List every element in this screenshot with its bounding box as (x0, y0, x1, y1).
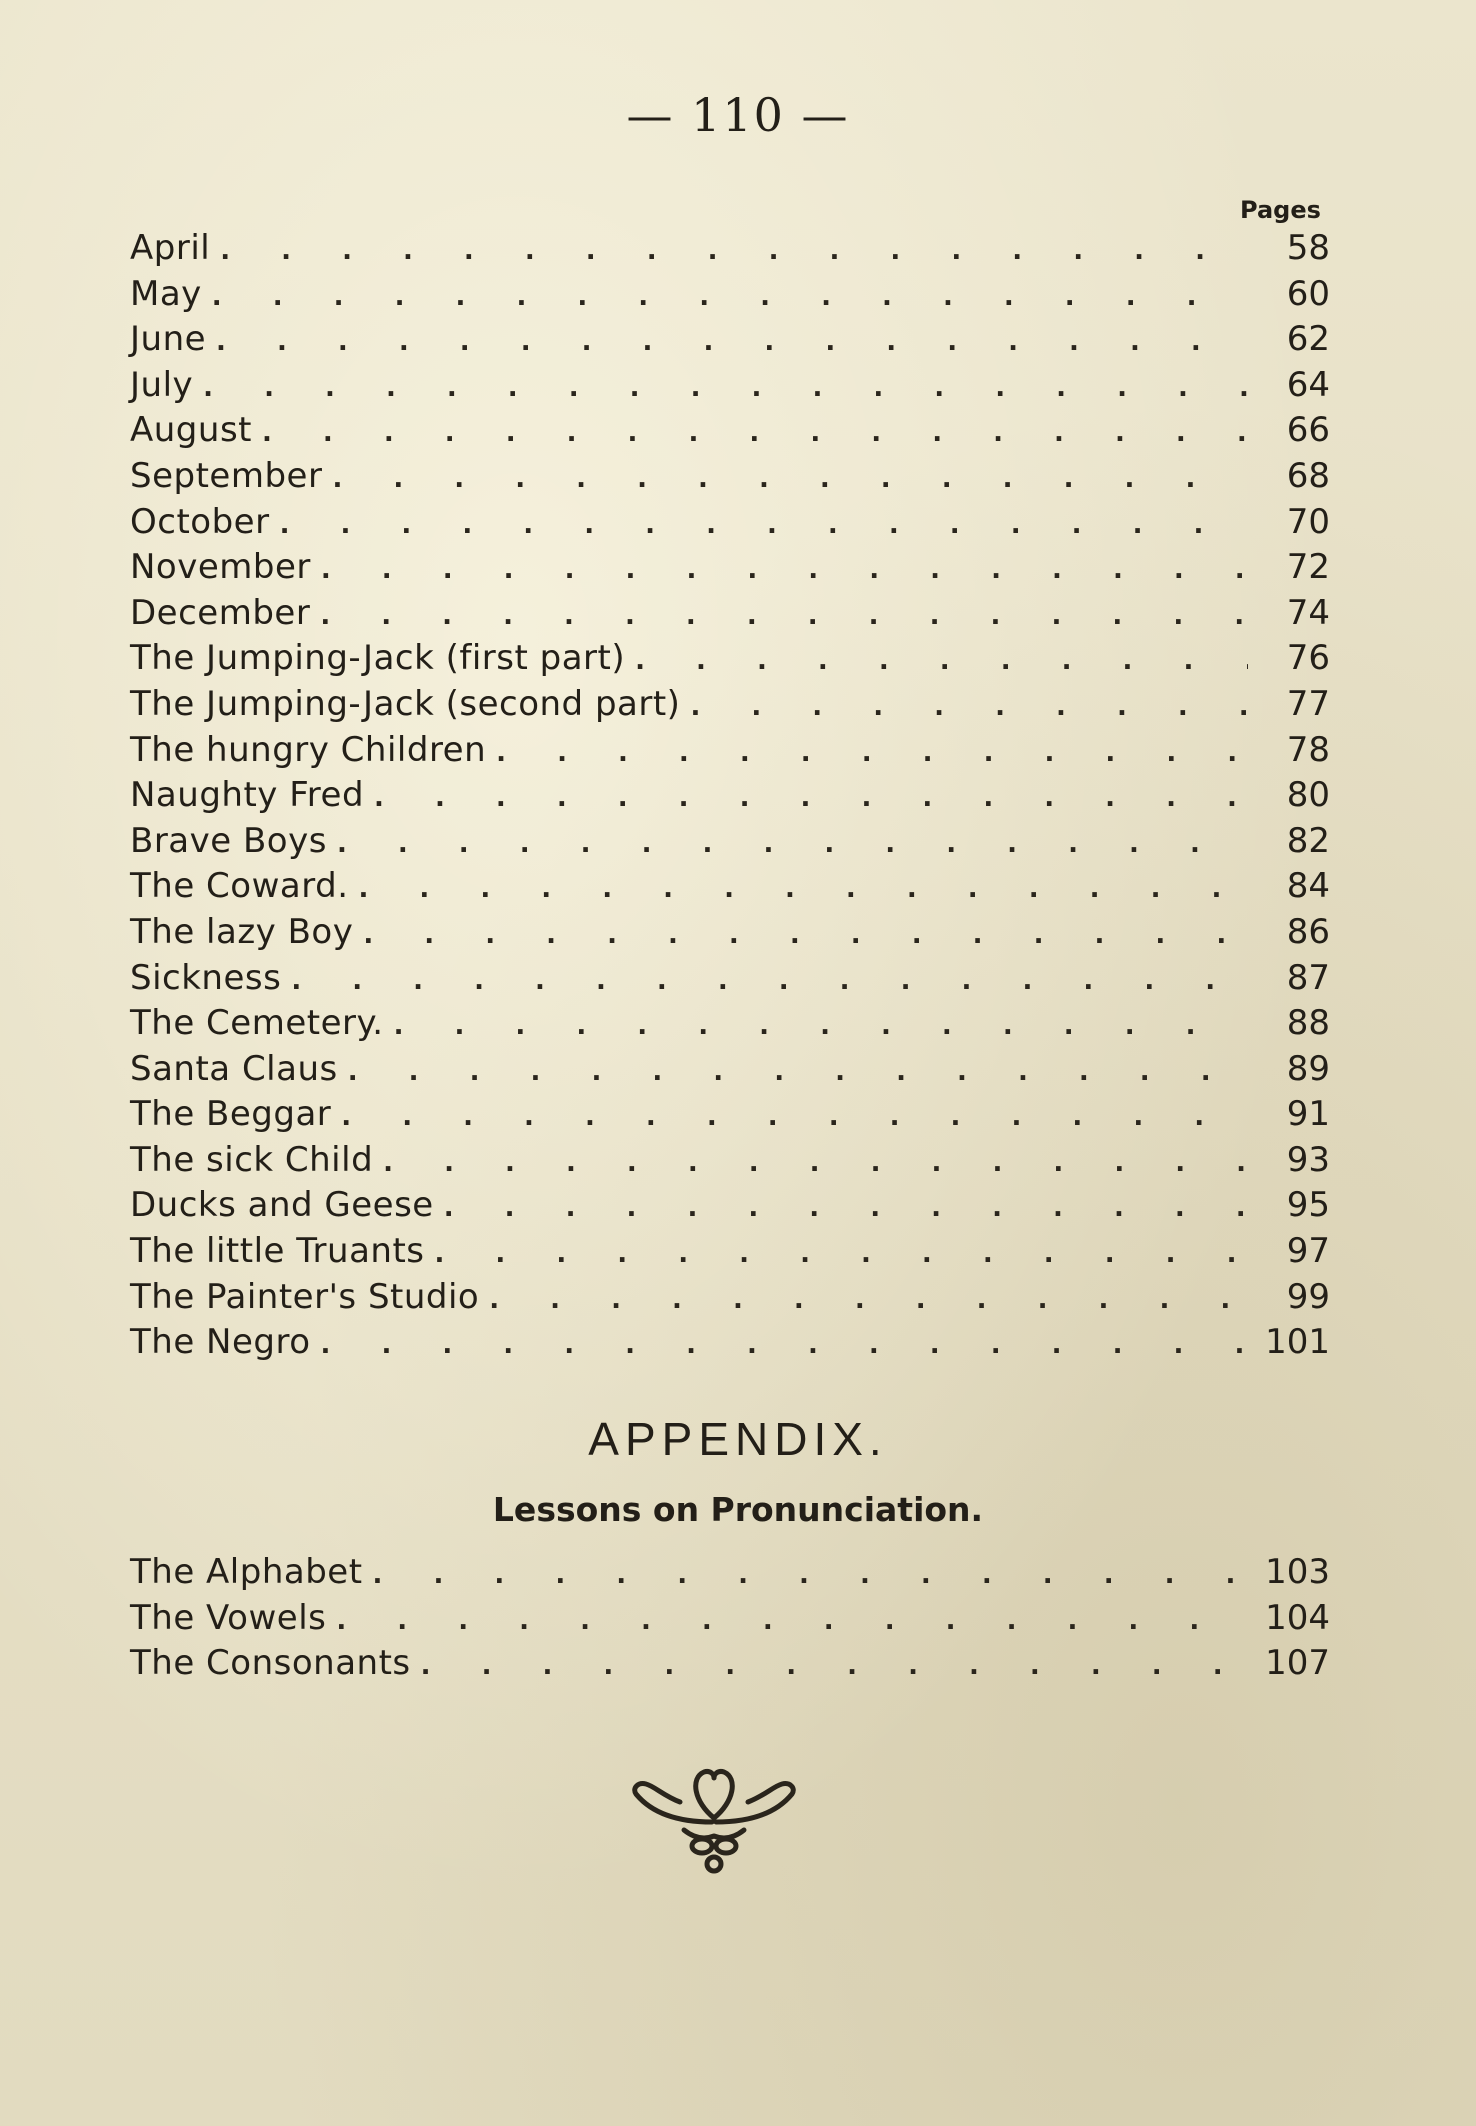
toc-entry-page: 87 (1286, 957, 1330, 998)
appendix-entry (130, 1643, 1330, 1689)
dot-leader (348, 1057, 1248, 1087)
appendix-heading: APPENDIX. (588, 1413, 888, 1465)
toc-entry-title: September (130, 455, 323, 496)
toc-entry-title: October (130, 501, 270, 542)
toc-entry-title: The Cemetery. (130, 1003, 384, 1044)
toc-entry (130, 1185, 1330, 1231)
dot-leader (220, 236, 1248, 266)
toc-entry (130, 1231, 1330, 1277)
dot-leader (394, 1011, 1248, 1041)
toc-entry-page: 60 (1286, 273, 1330, 314)
toc-entry-page: 84 (1286, 866, 1330, 907)
appendix-entry-title: The Consonants (130, 1643, 411, 1684)
appendix-entry-title: The Alphabet (130, 1552, 363, 1592)
toc-entry-title: The Painter's Studio (130, 1276, 480, 1317)
dot-leader (363, 920, 1248, 950)
toc-entry-title: The Negro (130, 1322, 311, 1363)
toc-entry (130, 821, 1330, 867)
toc-entry-page: 93 (1286, 1139, 1330, 1180)
toc-entry (130, 1322, 1330, 1368)
dot-leader (291, 966, 1248, 996)
toc-entry-title: The Jumping-Jack (first part) (130, 638, 626, 679)
toc-entry-page: 70 (1286, 501, 1330, 542)
toc-entry-page: 80 (1286, 775, 1330, 816)
pages-column-header: Pages (1240, 196, 1321, 224)
toc-entry (130, 866, 1330, 912)
toc-entry-title: The sick Child (130, 1139, 374, 1180)
toc-entry (130, 1277, 1330, 1323)
toc-entry-title: The hungry Children (130, 729, 487, 770)
appendix-entry-page: 104 (1265, 1597, 1330, 1638)
dot-leader (383, 1148, 1248, 1178)
dot-leader (321, 1330, 1248, 1360)
toc-entry-page: 68 (1286, 455, 1330, 496)
dot-leader (321, 555, 1248, 585)
toc-entry-page: 62 (1286, 319, 1330, 360)
dot-leader (216, 327, 1248, 357)
appendix-entry-page: 103 (1265, 1552, 1330, 1592)
toc-entry (130, 730, 1330, 776)
appendix-entry-title: The Vowels (130, 1597, 327, 1638)
dot-leader (444, 1193, 1248, 1223)
toc-entry (130, 228, 1330, 274)
toc-entry-page: 78 (1286, 729, 1330, 770)
toc-entry (130, 775, 1330, 821)
toc-entry (130, 365, 1330, 411)
toc-entry-page: 89 (1286, 1048, 1330, 1089)
toc-entry-title: December (130, 592, 311, 633)
toc-entry-page: 101 (1265, 1322, 1330, 1363)
dot-leader (489, 1285, 1248, 1315)
table-of-contents (130, 228, 1330, 1368)
appendix-contents (130, 1552, 1330, 1689)
toc-entry-page: 66 (1286, 410, 1330, 451)
dot-leader (496, 738, 1248, 768)
dot-leader (332, 464, 1248, 494)
dot-leader (280, 510, 1248, 540)
toc-entry-title: May (130, 273, 202, 314)
toc-entry (130, 1140, 1330, 1186)
toc-entry (130, 410, 1330, 456)
toc-entry (130, 1094, 1330, 1140)
toc-entry-page: 58 (1286, 228, 1330, 268)
dot-leader (336, 1606, 1248, 1636)
toc-entry (130, 1003, 1330, 1049)
toc-entry (130, 502, 1330, 548)
toc-entry-page: 88 (1286, 1003, 1330, 1044)
page-number: — 110 — (626, 88, 850, 142)
dot-leader (374, 783, 1248, 813)
toc-entry-page: 82 (1286, 820, 1330, 861)
appendix-entry (130, 1598, 1330, 1644)
toc-entry (130, 958, 1330, 1004)
toc-entry-title: The lazy Boy (130, 911, 354, 952)
toc-entry-title: The Coward. (130, 866, 349, 907)
toc-entry-title: Naughty Fred (130, 775, 365, 816)
toc-entry-page: 86 (1286, 911, 1330, 952)
dot-leader (690, 692, 1248, 722)
toc-entry-page: 95 (1286, 1185, 1330, 1226)
toc-entry-title: The Jumping-Jack (second part) (130, 683, 681, 724)
toc-entry-page: 99 (1286, 1276, 1330, 1317)
toc-entry (130, 274, 1330, 320)
toc-entry (130, 456, 1330, 502)
dot-leader (635, 646, 1248, 676)
toc-entry-page: 76 (1286, 638, 1330, 679)
toc-entry-page: 77 (1286, 683, 1330, 724)
dot-leader (203, 373, 1248, 403)
appendix-entry (130, 1552, 1330, 1598)
toc-entry-page: 97 (1286, 1231, 1330, 1272)
toc-entry-title: The Beggar (130, 1094, 332, 1135)
dot-leader (435, 1239, 1249, 1269)
toc-entry-page: 74 (1286, 592, 1330, 633)
dot-leader (421, 1651, 1248, 1681)
appendix-subheading: Lessons on Pronunciation. (492, 1490, 984, 1529)
toc-entry-title: Santa Claus (130, 1048, 338, 1089)
toc-entry-title: July (130, 364, 194, 405)
toc-entry-title: August (130, 410, 252, 451)
toc-entry (130, 319, 1330, 365)
toc-entry (130, 912, 1330, 958)
toc-entry (130, 593, 1330, 639)
toc-entry (130, 547, 1330, 593)
dot-leader (320, 601, 1248, 631)
toc-entry (130, 684, 1330, 730)
dot-leader (373, 1560, 1248, 1590)
toc-entry-page: 64 (1286, 364, 1330, 405)
toc-entry-page: 72 (1286, 547, 1330, 588)
toc-entry-page: 91 (1286, 1094, 1330, 1135)
toc-entry-title: November (130, 547, 311, 588)
toc-entry-title: Brave Boys (130, 820, 327, 861)
toc-entry-title: June (130, 319, 207, 360)
appendix-entry-page: 107 (1265, 1643, 1330, 1684)
toc-entry-title: Sickness (130, 957, 282, 998)
heart-flourish-icon (624, 1760, 804, 1880)
toc-entry-title: The little Truants (130, 1231, 425, 1272)
dot-leader (262, 418, 1248, 448)
toc-entry-title: Ducks and Geese (130, 1185, 434, 1226)
dot-leader (212, 282, 1248, 312)
dot-leader (341, 1102, 1248, 1132)
toc-entry (130, 1049, 1330, 1095)
dot-leader (337, 829, 1248, 859)
toc-entry (130, 638, 1330, 684)
toc-entry-title: April (130, 228, 211, 268)
dot-leader (359, 874, 1249, 904)
